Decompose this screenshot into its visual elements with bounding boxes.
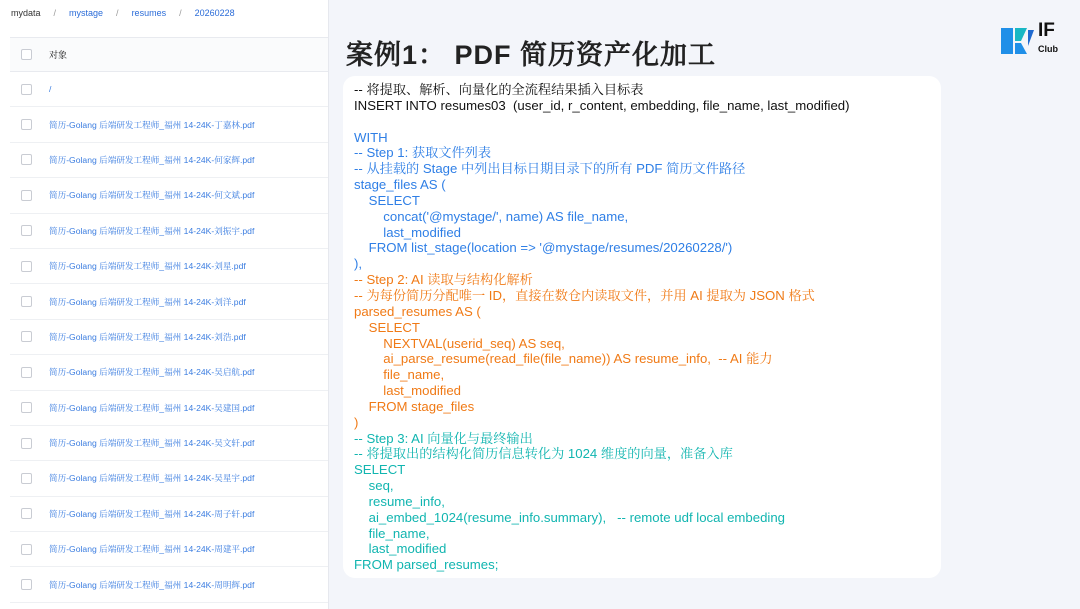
file-row[interactable] [10,143,328,178]
code-line: -- Step 3: AI 向量化与最终输出 [354,430,533,446]
breadcrumb-item-date-folder[interactable]: 20260228 [194,8,235,18]
code-line: seq, [354,478,394,494]
file-name-link[interactable]: 简历-Golang 后端研发工程师_福州 14-24K-吴星宇.pdf [49,473,255,484]
file-name-link[interactable]: 简历-Golang 后端研发工程师_福州 14-24K-刘星.pdf [49,261,246,272]
file-name-link[interactable]: 简历-Golang 后端研发工程师_福州 14-24K-何文斌.pdf [49,190,255,201]
code-line: file_name, [354,367,445,383]
code-line: -- 将提取出的结构化简历信息转化为 1024 维度的向量，准备入库 [354,446,733,462]
row-checkbox[interactable] [21,296,32,307]
breadcrumb-item-mydata[interactable]: mydata [11,8,41,18]
column-header-object: 对象 [49,50,68,60]
code-line: ), [354,256,363,272]
row-checkbox[interactable] [21,544,32,555]
sql-code-card [343,76,941,578]
breadcrumb-separator: / [116,8,119,18]
file-name-link[interactable]: 简历-Golang 后端研发工程师_福州 14-24K-刘洋.pdf [49,296,246,307]
code-line: concat('@mystage/', name) AS file_name, [354,208,629,224]
code-line: FROM list_stage(location => '@mystage/resumes/20260228/') [354,240,733,256]
code-line: last_modified [354,383,462,399]
code-line: ai_parse_resume(read_file(file_name)) AS resume_info, -- AI 能力 [354,351,773,367]
row-checkbox[interactable] [21,579,32,590]
file-row[interactable] [10,426,328,461]
file-table-header [10,38,328,72]
select-all-checkbox[interactable] [21,49,32,60]
row-checkbox[interactable] [21,331,32,342]
file-name-link[interactable]: 简历-Golang 后端研发工程师_福州 14-24K-刘振宇.pdf [49,225,255,236]
code-line: ) [354,414,359,430]
file-row[interactable] [10,320,328,355]
file-row[interactable] [10,391,328,426]
logo-text-club: Club [1038,44,1058,54]
file-row[interactable] [10,355,328,390]
code-line: -- Step 2: AI 读取与结构化解析 [354,272,533,288]
file-name-link[interactable]: / [49,84,52,95]
file-row[interactable] [10,497,328,532]
file-row[interactable] [10,284,328,319]
row-checkbox[interactable] [21,438,32,449]
sql-code-block [354,82,850,573]
file-row[interactable] [10,178,328,213]
file-row[interactable] [10,567,328,602]
code-line: -- 为每份简历分配唯一 ID，直接在数仓内读取文件，并用 AI 提取为 JSON 格式 [354,287,815,303]
file-row[interactable] [10,461,328,496]
file-browser-panel [0,0,329,609]
row-checkbox[interactable] [21,190,32,201]
file-name-link[interactable]: 简历-Golang 后端研发工程师_福州 14-24K-吴建国.pdf [49,402,255,413]
code-line: last_modified [354,224,462,240]
file-table [10,37,328,609]
code-line: stage_files AS ( [354,177,446,193]
row-checkbox[interactable] [21,367,32,378]
file-name-link[interactable]: 简历-Golang 后端研发工程师_福州 14-24K-周子轩.pdf [49,508,255,519]
code-line: file_name, [354,525,430,541]
file-row[interactable] [10,72,328,107]
code-line: FROM parsed_resumes; [354,557,499,573]
code-line: -- 将提取、解析、向量化的全流程结果插入目标表 [354,82,644,97]
code-line: NEXTVAL(userid_seq) AS seq, [354,335,565,351]
code-line: ai_embed_1024(resume_info.summary), -- remote udf local embeding [354,509,785,525]
breadcrumb-separator: / [179,8,182,18]
file-name-link[interactable]: 简历-Golang 后端研发工程师_福州 14-24K-刘浩.pdf [49,331,246,342]
code-line: INSERT INTO resumes03 (user_id, r_content, embedding, file_name, last_modified) [354,97,850,113]
file-name-link[interactable]: 简历-Golang 后端研发工程师_福州 14-24K-丁嘉林.pdf [49,119,255,130]
row-checkbox[interactable] [21,84,32,95]
slide-title: 案例1： PDF 简历资产化加工 [346,40,717,70]
row-checkbox[interactable] [21,119,32,130]
file-name-link[interactable]: 简历-Golang 后端研发工程师_福州 14-24K-周建平.pdf [49,544,255,555]
file-name-link[interactable]: 简历-Golang 后端研发工程师_福州 14-24K-吴文轩.pdf [49,438,255,449]
row-checkbox[interactable] [21,473,32,484]
code-line: SELECT [354,319,420,335]
code-line: last_modified [354,541,447,557]
breadcrumb-item-resumes[interactable]: resumes [131,8,167,18]
logo-text-if: IF [1038,20,1055,41]
code-line: resume_info, [354,493,445,509]
row-checkbox[interactable] [21,402,32,413]
file-list [10,72,328,603]
file-name-link[interactable]: 简历-Golang 后端研发工程师_福州 14-24K-吴启航.pdf [49,367,255,378]
file-row[interactable] [10,107,328,142]
code-line: SELECT [354,462,406,478]
breadcrumb-item-mystage[interactable]: mystage [69,8,104,18]
file-row[interactable] [10,249,328,284]
code-line: WITH [354,129,388,145]
file-name-link[interactable]: 简历-Golang 后端研发工程师_福州 14-24K-周明辉.pdf [49,579,255,590]
code-line [354,114,850,130]
row-checkbox[interactable] [21,508,32,519]
row-checkbox[interactable] [21,225,32,236]
file-name-link[interactable]: 简历-Golang 后端研发工程师_福州 14-24K-何家辉.pdf [49,154,255,165]
code-line: FROM stage_files [354,398,475,414]
file-row[interactable] [10,214,328,249]
code-line: -- 从挂载的 Stage 中列出目标日期目录下的所有 PDF 简历文件路径 [354,161,746,177]
code-line: -- Step 1: 获取文件列表 [354,145,492,161]
row-checkbox[interactable] [21,154,32,165]
breadcrumb-separator: / [53,8,57,18]
code-line: parsed_resumes AS ( [354,303,481,319]
row-checkbox[interactable] [21,261,32,272]
code-line: SELECT [354,192,420,208]
file-row[interactable] [10,532,328,567]
breadcrumb [0,0,328,26]
